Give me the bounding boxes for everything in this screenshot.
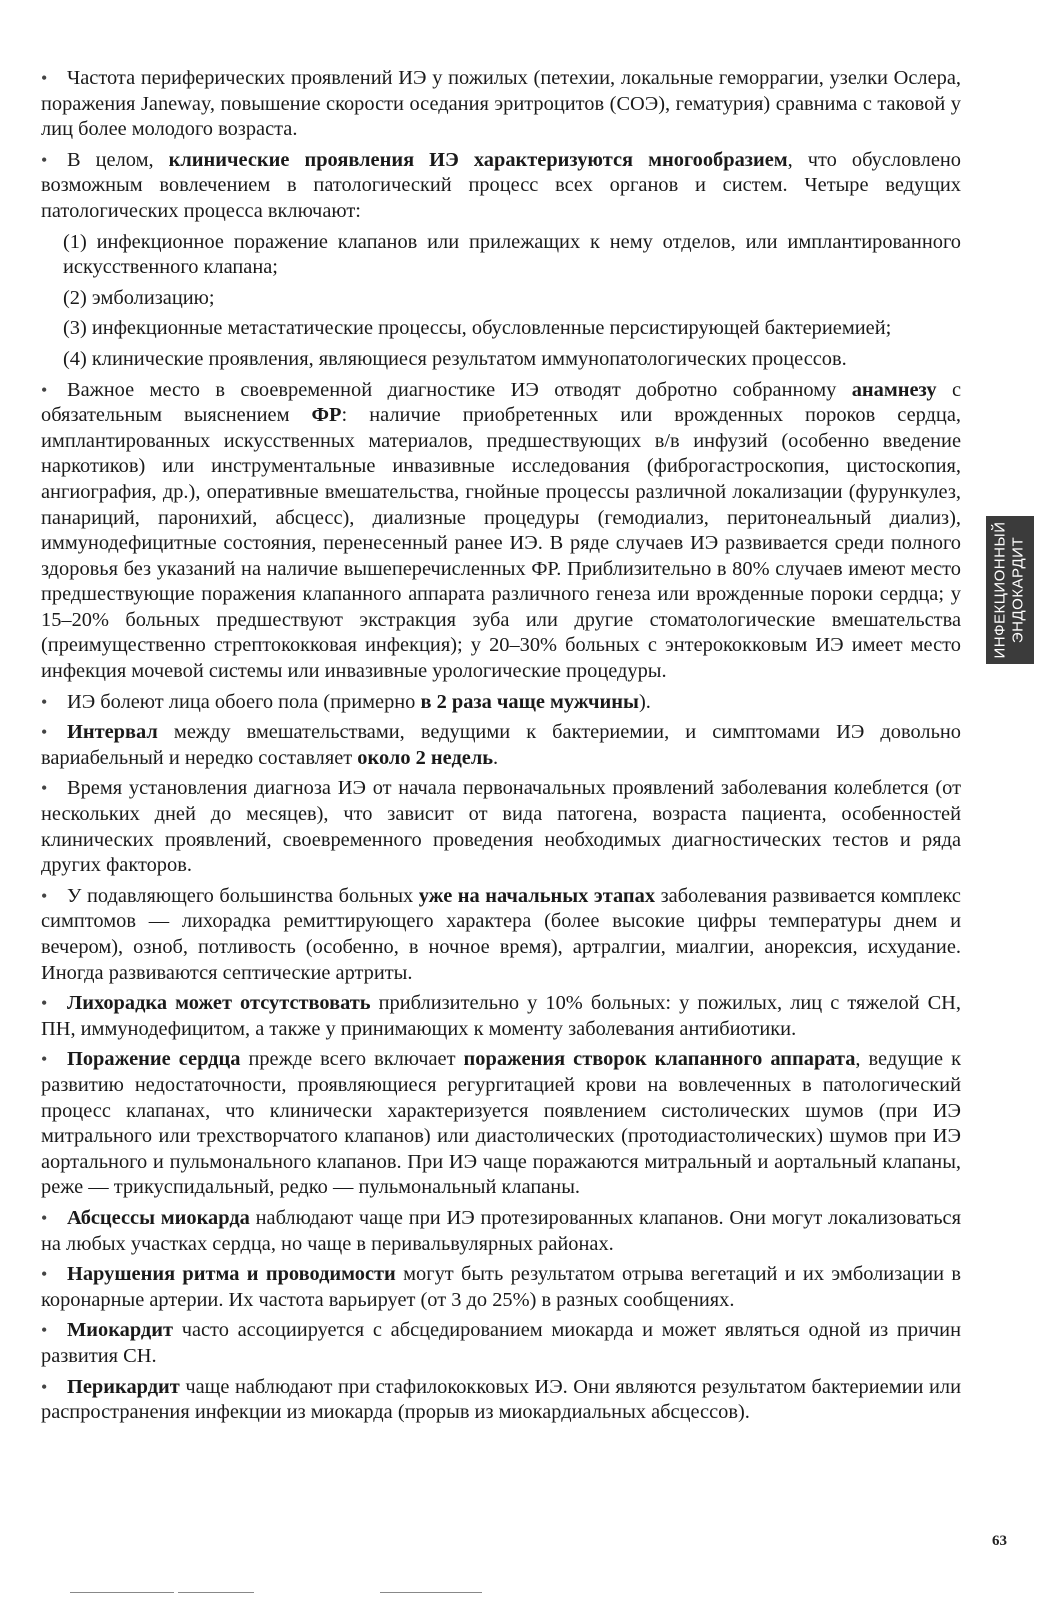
text-run: Время установления диагноза ИЭ от начала первоначальных проявлений заболевания колеблется (от нескольких дней до месяцев), что зависит от вида патогена, возраста пациента, особенностей клинических проявлений, своевременного проведения необходимых диагностических тестов и ряда других факторов. [41,777,961,877]
footer-rule [70,1592,174,1593]
page-number: 63 [992,1533,1007,1549]
text-run: наблюдают чаще при ИЭ протезированных клапанов. Они могут локализоваться на любых участках сердца, но чаще в перивальвулярных районах. [41,1206,961,1255]
bold-text: Перикардит [67,1375,180,1398]
bullet-paragraph [41,378,961,685]
numbered-list-item [63,347,961,373]
footer-rule [178,1592,254,1593]
bold-text: анамнезу [851,378,937,401]
text-run: чаще наблюдают при стафилококковых ИЭ. Они являются результатом бактериемии или распространения инфекции из миокарда (прорыв из миокардиальных абсцессов). [41,1375,961,1424]
text-run: часто ассоциируется с абсцедированием миокарда и может являться одной из причин развития СН. [41,1319,961,1367]
bold-text: поражения створок клапанного аппарата [463,1048,856,1071]
text-run: (4) клинические проявления, являющиеся результатом иммунопатологических процессов. [63,347,847,370]
bold-text: Интервал [67,721,158,744]
bullet-paragraph [41,690,961,716]
bold-text: Лихорадка может отсутствовать [67,992,371,1015]
text-run: Важное место в своевременной диагностике ИЭ отводят добротно собранному [67,378,852,401]
text-run: (1) инфекционное поражение клапанов или прилежащих к нему отделов, или имплантированного искусственного клапана; [63,230,961,279]
numbered-list-item [63,316,961,342]
bullet-paragraph [41,1318,961,1369]
bullet-paragraph [41,66,961,143]
text-run: ). [638,690,651,713]
bullet-paragraph [41,991,961,1042]
bullet-paragraph [41,1206,961,1257]
text-run: У подавляющего большинства больных [67,884,419,907]
text-run: приблизительно у 10% больных: у пожилых, лиц с тяжелой СН, ПН, иммунодефицитом, а также у принимающих к моменту заболевания антибиотики. [41,992,961,1040]
bold-text: клинические проявления ИЭ характеризуются многообразием [168,148,788,171]
bullet-paragraph [41,1375,961,1426]
text-run: : наличие приобретенных или врожденных пороков сердца, имплантированных искусственных материалов, предшествующих в/в инфузий (особенно введение наркотиков) или инструментальные инвазивные исследования (фиброгастроскопия, цистоскопия, ангиография, др.), оперативные вмешательства, гнойные процессы различной локализации (фурункулез, панариций, паронихий, абсцесс), диализные процедуры (гемодиализ, перитонеальный диализ), иммунодефицитные состояния, перенесенный ранее ИЭ. В ряде случаев ИЭ развивается среди полного здоровья без указаний на наличие вышеперечисленных ФР. Приблизительно в 80% случаев имеют место предшествующие поражения клапанного аппарата различного генеза или врожденные пороки сердца; у 15–20% больных предшествуют экстракция зуба или другие стоматологические вмешательства (преимущественно стрептококковая инфекция); у 20–30% больных с энтерококковым ИЭ имеет место инфекция мочевой системы или инвазивные урологические процедуры. [41,404,961,683]
text-run: Частота периферических проявлений ИЭ у пожилых (петехии, локальные геморрагии, узелки Ослера, поражения Janeway, повышение скорости оседания эритроцитов (СОЭ), гематурия) сравнима с таковой у лиц более молодого возраста. [41,67,961,141]
bullet-paragraph [41,884,961,986]
side-tab-line-1: ИНФЕКЦИОННЫЙ [992,521,1009,659]
bullet-paragraph [41,1262,961,1313]
bold-text: Абсцессы миокарда [67,1206,250,1229]
numbered-list-item [63,230,961,281]
chapter-side-tab [986,516,1034,664]
text-run: , ведущие к развитию недостаточности, проявляющиеся регургитацией крови на вовлеченных в патологический процесс клапанах, что клинически характеризуется появлением систолических шумов (при ИЭ митрального или трехстворчатого клапанов) или диастолических (протодиастолических) шумов при ИЭ аортального и пульмонального клапанов. При ИЭ чаще поражаются митральный и аортальный клапаны, реже — трикуспидальный, редко — пульмональный клапаны. [41,1048,961,1199]
bold-text: около 2 недель [357,746,494,769]
bold-text: ФР [311,404,342,427]
text-run: между вмешательствами, ведущими к бактериемии, и симптомами ИЭ довольно вариабельный и нередко составляет [41,721,961,769]
text-run: заболевания развивается комплекс симптомов — лихорадка ремиттирующего характера (более высокие цифры температуры днем и вечером), озноб, потливость (особенно, в ночное время), артралгии, миалгии, анорексия, исхудание. Иногда развиваются септические артриты. [41,884,961,984]
text-run: прежде всего включает [240,1048,464,1071]
bullet-paragraph [41,148,961,225]
numbered-list-item [63,286,961,312]
bold-text: Миокардит [67,1319,173,1342]
bold-text: уже на начальных этапах [418,884,656,907]
bullet-paragraph [41,1047,961,1201]
bullet-paragraph [41,776,961,878]
text-run: , что обусловлено возможным вовлечением в патологический процесс всех органов и систем. Четыре ведущих патологических процесса включают: [41,148,961,222]
text-run: В целом, [67,148,169,171]
text-run: с обязательным выяснением [41,378,961,427]
text-run: (2) эмболизацию; [63,286,215,309]
footer-rule [380,1592,482,1593]
text-run: . [493,746,499,769]
text-run: (3) инфекционные метастатические процессы, обусловленные персистирующей бактериемией; [63,317,892,340]
text-run: ИЭ болеют лица обоего пола (примерно [67,690,421,713]
bold-text: в 2 раза чаще мужчины [420,690,639,713]
bold-text: Нарушения ритма и проводимости [67,1263,396,1286]
page-body [41,66,961,1431]
text-run: могут быть результатом отрыва вегетаций и их эмболизации в коронарные артерии. Их частота варьирует (от 3 до 25%) в разных сообщениях. [41,1263,961,1311]
side-tab-line-2: ЭНДОКАРДИТ [1010,536,1027,644]
bullet-paragraph [41,720,961,771]
bold-text: Поражение сердца [67,1048,241,1071]
